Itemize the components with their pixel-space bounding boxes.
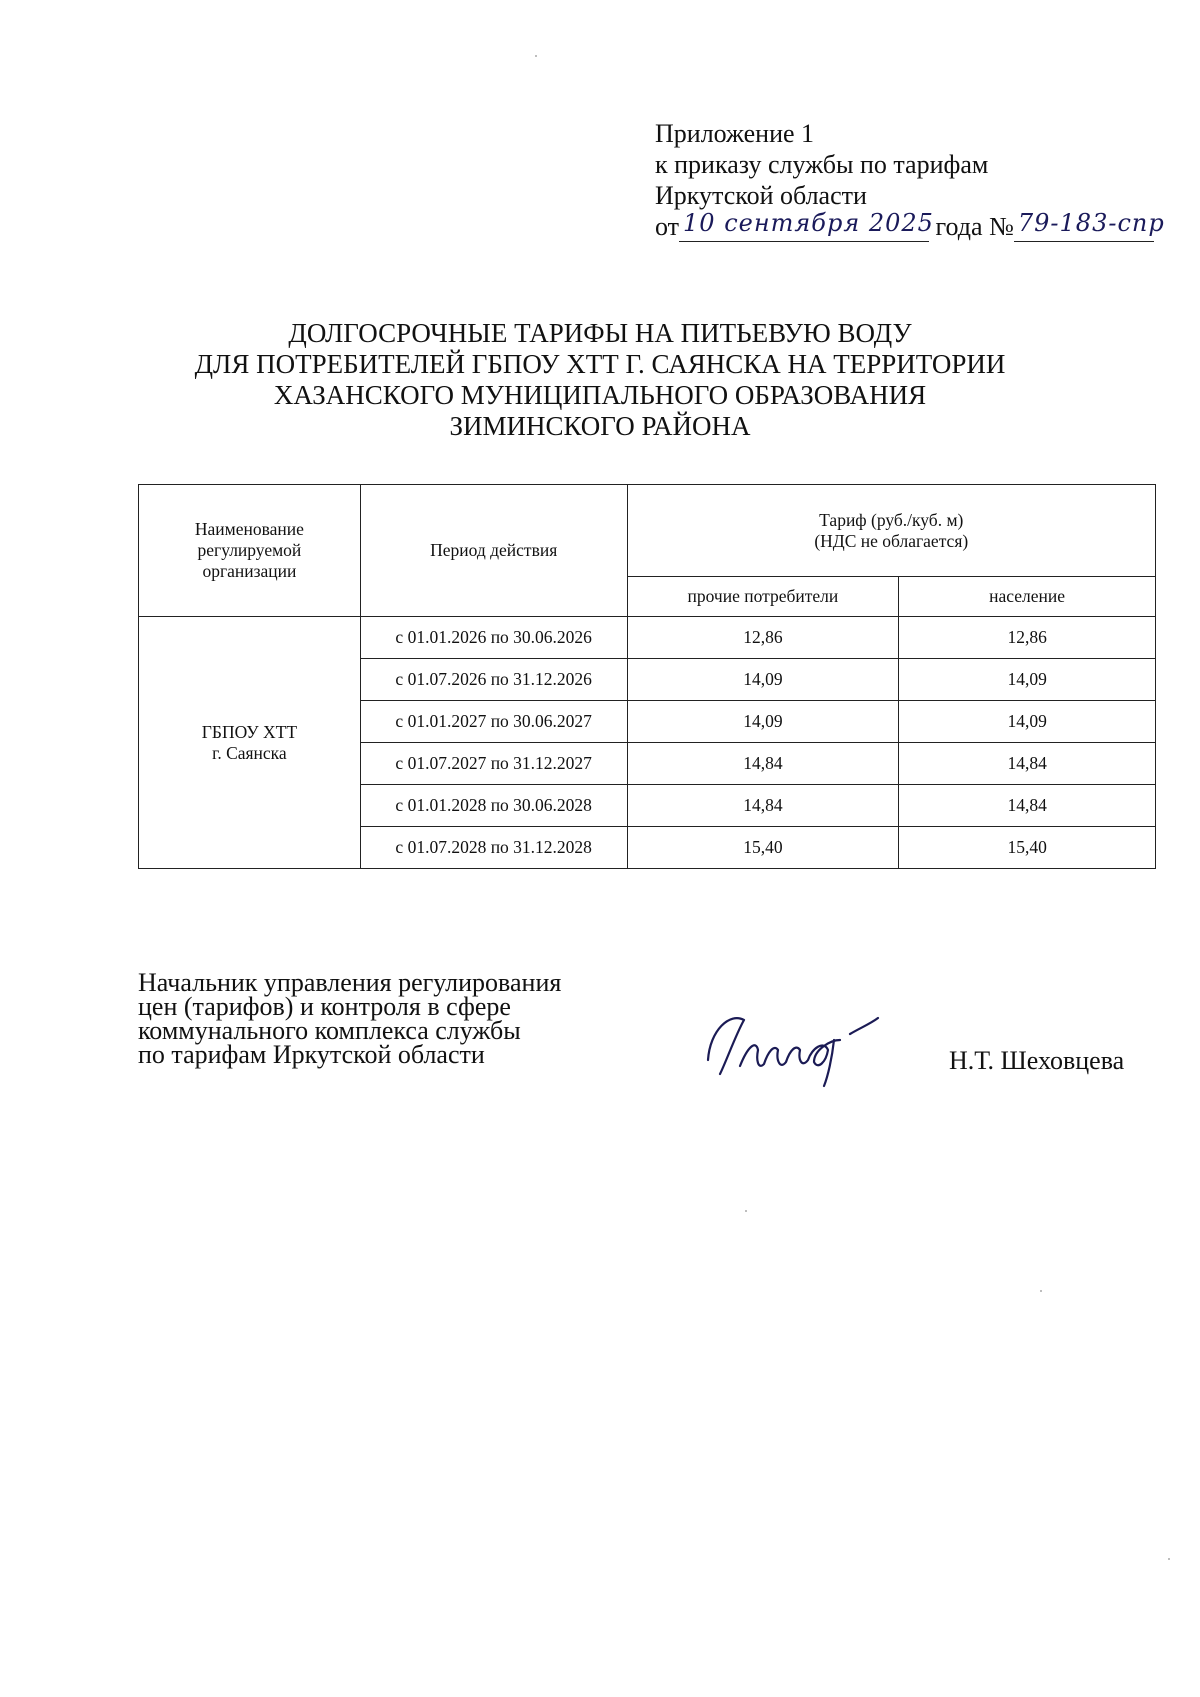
scan-speck	[745, 1210, 747, 1212]
header-population: население	[899, 577, 1156, 617]
other-tariff-cell: 14,84	[627, 743, 899, 785]
appendix-order-ref: к приказу службы по тарифам	[655, 150, 989, 179]
other-tariff-cell: 14,09	[627, 659, 899, 701]
number-field	[1014, 209, 1165, 242]
other-tariff-cell: 14,09	[627, 701, 899, 743]
handwritten-date: 10 сентября 2025	[683, 209, 934, 237]
period-cell: с 01.07.2026 по 31.12.2026	[360, 659, 627, 701]
footer-line: Начальник управления регулирования	[138, 968, 562, 997]
footer-line: по тарифам Иркутской области	[138, 1040, 485, 1069]
period-cell: с 01.01.2027 по 30.06.2027	[360, 701, 627, 743]
appendix-date-line	[655, 209, 1165, 242]
title-line: ДЛЯ ПОТРЕБИТЕЛЕЙ ГБПОУ ХТТ Г. САЯНСКА НА ТЕРРИТОРИИ	[194, 349, 1006, 379]
footer-line: коммунального комплекса службы	[138, 1016, 521, 1045]
organization-cell: ГБПОУ ХТТ г. Саянска	[139, 617, 361, 869]
title-line: ЗИМИНСКОГО РАЙОНА	[449, 411, 751, 441]
appendix-block	[655, 118, 1165, 242]
scan-speck	[535, 55, 537, 57]
appendix-title: Приложение 1	[655, 119, 815, 148]
other-tariff-cell: 12,86	[627, 617, 899, 659]
period-cell: с 01.07.2027 по 31.12.2027	[360, 743, 627, 785]
title-line: ХАЗАНСКОГО МУНИЦИПАЛЬНОГО ОБРАЗОВАНИЯ	[273, 380, 927, 410]
header-other-consumers: прочие потребители	[627, 577, 899, 617]
title-line: ДОЛГОСРОЧНЫЕ ТАРИФЫ НА ПИТЬЕВУЮ ВОДУ	[288, 318, 912, 348]
population-tariff-cell: 14,84	[899, 743, 1156, 785]
population-tariff-cell: 14,84	[899, 785, 1156, 827]
period-cell: с 01.07.2028 по 31.12.2028	[360, 827, 627, 869]
signer-name: Н.Т. Шеховцева	[949, 1046, 1125, 1075]
document-title	[0, 318, 1200, 442]
population-tariff-cell: 15,40	[899, 827, 1156, 869]
from-label: от	[655, 212, 680, 241]
other-tariff-cell: 14,84	[627, 785, 899, 827]
tariff-table	[138, 484, 1156, 869]
handwritten-number: 79-183-спр	[1017, 209, 1165, 237]
header-period: Период действия	[360, 485, 627, 617]
year-number-label: года №	[935, 212, 1014, 241]
population-tariff-cell: 14,09	[899, 659, 1156, 701]
handwritten-signature	[700, 1000, 900, 1090]
header-organization: Наименование регулируемой организации	[139, 485, 361, 617]
period-cell: с 01.01.2026 по 30.06.2026	[360, 617, 627, 659]
population-tariff-cell: 14,09	[899, 701, 1156, 743]
scan-speck	[1040, 1290, 1042, 1292]
population-tariff-cell: 12,86	[899, 617, 1156, 659]
header-tariff: Тариф (руб./куб. м) (НДС не облагается)	[627, 485, 1155, 577]
table-row	[139, 617, 1156, 659]
footer-line: цен (тарифов) и контроля в сфере	[138, 992, 511, 1021]
period-cell: с 01.01.2028 по 30.06.2028	[360, 785, 627, 827]
table-header-row	[139, 485, 1156, 577]
scan-speck	[1168, 1558, 1170, 1560]
signature-block-title	[138, 968, 562, 1069]
appendix-region: Иркутской области	[655, 181, 867, 210]
other-tariff-cell: 15,40	[627, 827, 899, 869]
date-field	[679, 209, 934, 242]
